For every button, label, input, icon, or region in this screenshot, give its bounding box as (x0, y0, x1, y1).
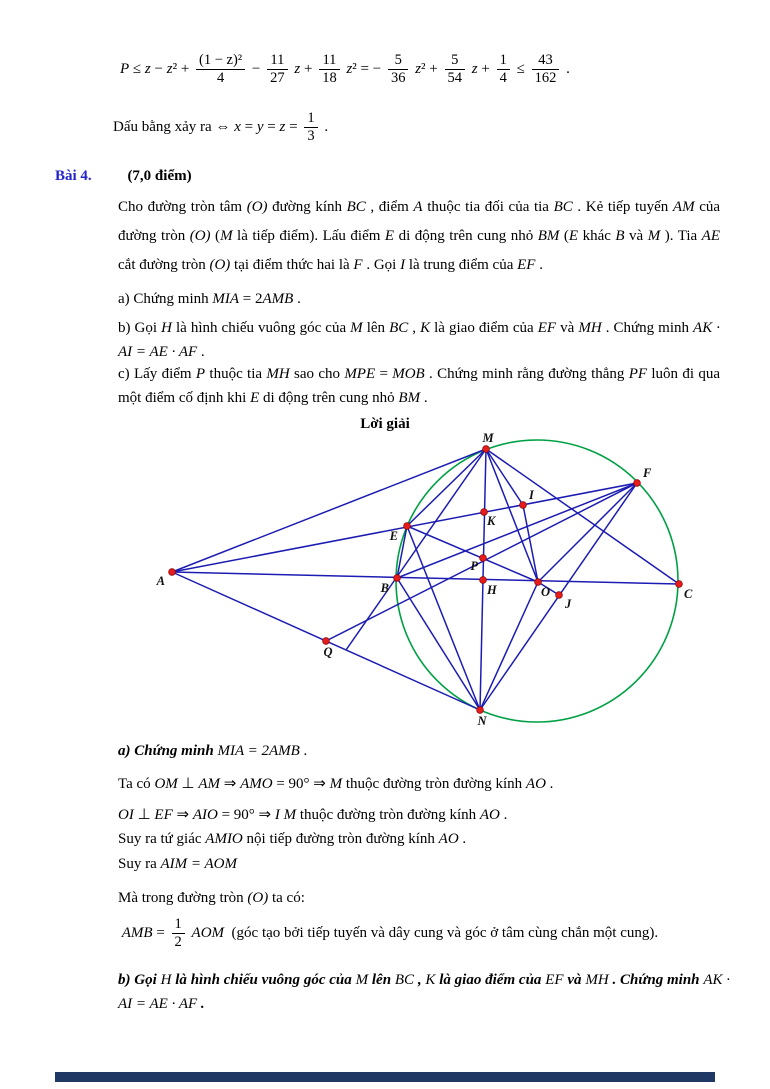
point-label-K: K (487, 514, 496, 528)
footer-bar (55, 1072, 715, 1082)
problem-number: Bài 4. (55, 168, 92, 184)
segment-O-I (523, 505, 538, 582)
fraction: $\frac{\text{(1 − z)²}}{4}$ (196, 52, 245, 86)
point-A (169, 569, 176, 576)
solution-line-3: Suy ra tứ giác AMIO nội tiếp đường tròn đường kính AO . (118, 831, 467, 847)
point-B (394, 575, 401, 582)
point-J (556, 592, 563, 599)
fraction: $\frac{5}{54}$ (445, 52, 466, 86)
fraction: $\frac{5}{36}$ (388, 52, 409, 86)
formula-p-bound: P ≤ z − z ² + $\frac{\text{(1 − z)²}}{4}$ − $\frac{11}{27}$ z + $\frac{11}{18}$ z ² = − $\frac{5}{36}$ z ² + $\frac{5}{54}$ z + $\frac{1}{4}$ ≤ $\frac{43}{162}$ . (120, 52, 570, 86)
segment-B-N (397, 578, 480, 710)
point-label-A: A (156, 574, 165, 588)
point-label-J: J (565, 597, 572, 611)
problem-heading (55, 168, 192, 185)
point-C (676, 581, 683, 588)
problem-part-a: a) Chứng minh MIA = 2AMB . (118, 291, 301, 307)
problem-points: (7,0 điểm) (127, 168, 192, 184)
point-label-N: N (477, 714, 487, 728)
point-E (404, 523, 411, 530)
point-label-M: M (482, 431, 494, 445)
problem-part-c: c) Lấy điểm P thuộc tia MH sao cho MPE = MOB . Chứng minh rằng đường thẳng PF luôn đi qua một điểm cố định khi E di động trên cung nhỏ BM . (118, 366, 720, 406)
point-H (480, 577, 487, 584)
point-N (477, 707, 484, 714)
fraction: $\frac{1}{3}$ (304, 110, 317, 144)
segment-O-N (480, 582, 538, 710)
point-label-H: H (487, 583, 497, 597)
point-label-B: B (380, 581, 389, 595)
problem-statement: Cho đường tròn tâm (O) đường kính BC , điểm A thuộc tia đối của tia BC . Kẻ tiếp tuyến AM của đường tròn (O) (M là tiếp điểm). Lấu điểm E di động trên cung nhỏ BM (E khác B và M ). Tia AE cắt đường tròn (O) tại điểm thức hai là F . Gọi I là trung điểm của EF . (118, 199, 721, 273)
point-I (520, 502, 527, 509)
solution-title: Lời giải (360, 416, 410, 432)
solution-line-5: Mà trong đường tròn (O) ta có: (118, 890, 305, 906)
point-Q (323, 638, 330, 645)
fraction: $\frac{11}{27}$ (267, 52, 288, 86)
point-label-O: O (541, 585, 551, 599)
solution-line-4: Suy ra AIM = AOM (118, 856, 237, 872)
formula-equality-condition: Dấu bằng xảy ra ⇔ x = y = z = $\frac{1}{3}$ . (113, 110, 329, 144)
point-label-C: C (684, 587, 693, 601)
problem-part-b: b) Gọi H là hình chiếu vuông góc của M lên BC , K là giao điểm của EF và MH . Chứng minh AK · AI = AE · AF . (118, 320, 721, 360)
point-F (634, 480, 641, 487)
point-M (483, 446, 490, 453)
segment-F-O (538, 483, 637, 582)
fraction: $\frac{1}{2}$ (172, 916, 185, 950)
fraction: $\frac{43}{162}$ (532, 52, 560, 86)
point-label-F: F (643, 466, 652, 480)
point-P (480, 555, 487, 562)
point-label-P: P (470, 559, 478, 573)
point-label-Q: Q (323, 645, 333, 659)
fraction: $\frac{1}{4}$ (497, 52, 510, 86)
solution-line-2: OI ⊥ EF ⇒ AIO = 90° ⇒ I M thuộc đường tròn đường kính AO . (118, 807, 508, 823)
fraction: $\frac{11}{18}$ (319, 52, 340, 86)
geometry-figure (0, 430, 770, 735)
solution-line-1: Ta có OM ⊥ AM ⇒ AMO = 90° ⇒ M thuộc đường tròn đường kính AO . (118, 776, 554, 792)
solution-b-heading: b) Gọi H là hình chiếu vuông góc của M lên BC , K là giao điểm của EF và MH . Chứng minh AK · AI = AE · AF . (118, 972, 731, 1012)
solution-a-heading: a) Chứng minh MIA = 2AMB . (118, 743, 308, 759)
point-label-I: I (529, 488, 534, 502)
solution-amb-formula: AMB = $\frac{1}{2}$ AOM (góc tạo bởi tiếp tuyến và dây cung và góc ở tâm cùng chắn một cung). (121, 916, 659, 950)
segment-A-M (172, 449, 486, 572)
point-label-E: E (389, 529, 398, 543)
